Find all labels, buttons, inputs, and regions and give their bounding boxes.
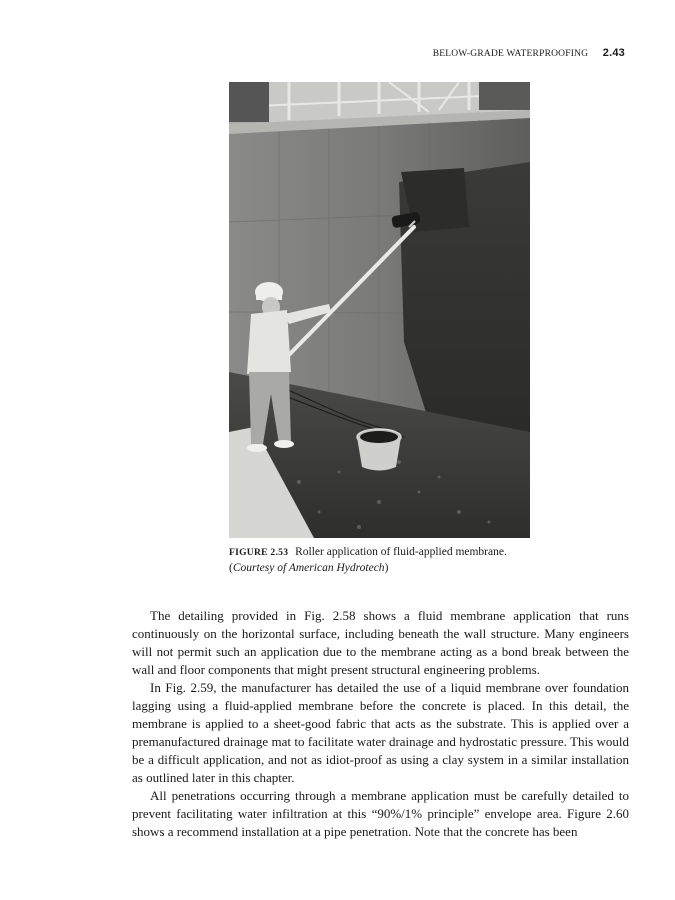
- dark-building: [229, 82, 269, 122]
- figure-credit: Courtesy of American Hydrotech: [232, 562, 385, 574]
- figure-label: FIGURE 2.53: [229, 548, 289, 558]
- paragraph-2: In Fig. 2.59, the manufacturer has detailed the use of a liquid membrane over foundation lagging using a fluid-applied membrane before the concrete is placed. In this detail, the membrane is applied to a sheet-good fabric that acts as the substrate. This is applied over a premanufactured drainage mat to facilitate water drainage and hydrostatic pressure. This would be a difficult application, and not as idiot-proof as using a clay system in a similar installation as outlined later in this chapter.: [132, 680, 629, 785]
- body-text: [132, 607, 629, 841]
- figure-caption: [229, 545, 534, 576]
- figure-photo: [229, 82, 530, 538]
- photo-waterproofing-worker: [229, 82, 530, 538]
- bucket-icon: [357, 429, 401, 471]
- dark-building-right: [479, 82, 530, 110]
- figure-credit-open: (: [229, 562, 233, 574]
- running-head: [300, 47, 625, 59]
- paragraph-3: All penetrations occurring through a membrane application must be carefully detailed to prevent facilitating water infiltration at this “90%/1% principle” envelope area. Figure 2.60 shows a recommend installation at a pipe penetration. Note that the concrete has been: [132, 788, 629, 839]
- figure-credit-close: ): [384, 562, 389, 574]
- section-title: BELOW-GRADE WATERPROOFING: [432, 49, 589, 59]
- paragraph-1: The detailing provided in Fig. 2.58 shows a fluid membrane application that runs continuously on the horizontal surface, including beneath the wall structure. Many engineers will not permit such an application due to the membrane acting as a bond break between the wall and floor components that might present structural engineering problems.: [132, 608, 629, 677]
- page-number: 2.43: [602, 47, 625, 59]
- figure-caption-text: Roller application of fluid-applied membrane.: [295, 546, 507, 558]
